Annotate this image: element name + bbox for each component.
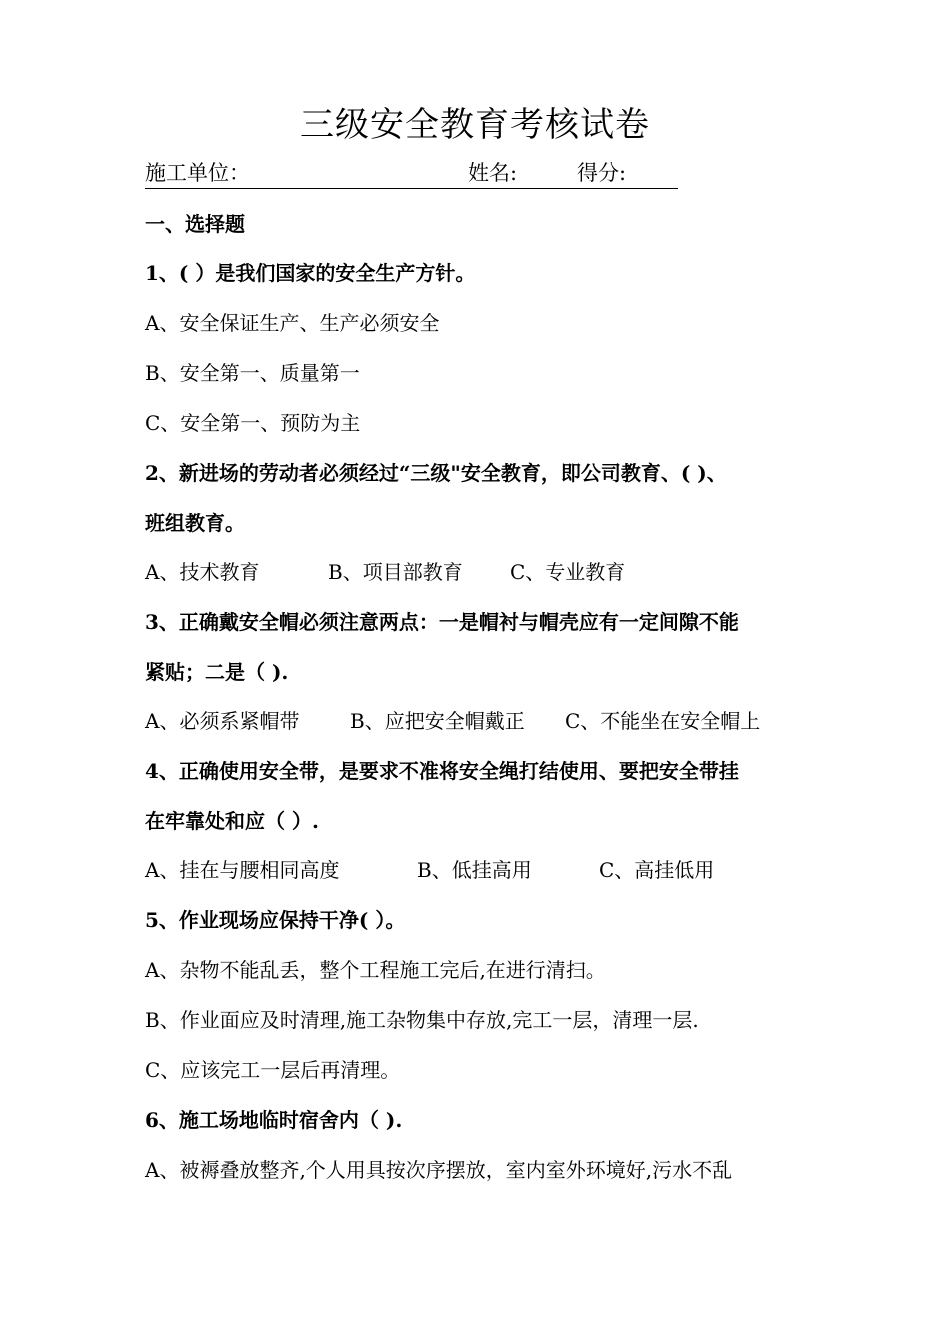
question-3-option-b: B、应把安全帽戴正 [350, 709, 525, 733]
question-1-option-b: B、安全第一、质量第一 [145, 361, 360, 385]
question-5-option-c: C、应该完工一层后再清理。 [145, 1058, 401, 1082]
question-3-line-2: 紧贴；二是（ ). [145, 660, 289, 684]
question-3-option-a: A、必须系紧帽带 [145, 709, 300, 733]
question-2-option-c: C、专业教育 [510, 560, 626, 584]
score-label: 得分: [577, 161, 627, 185]
question-4-options [145, 855, 805, 885]
page-title: 三级安全教育考核试卷 [300, 105, 650, 145]
question-2-line-2: 班组教育。 [145, 511, 245, 535]
question-5-line-1: 5、作业现场应保持干净( ）。 [145, 908, 406, 932]
question-2-option-b: B、项目部教育 [328, 560, 463, 584]
question-1-line-1: 1、( ）是我们国家的安全生产方针。 [145, 261, 476, 285]
question-4-option-b: B、低挂高用 [417, 858, 532, 882]
question-3-option-c: C、不能坐在安全帽上 [565, 709, 761, 733]
unit-label: 施工单位： [145, 161, 250, 185]
question-1-option-c: C、安全第一、预防为主 [145, 411, 361, 435]
question-1-option-a: A、安全保证生产、生产必须安全 [145, 311, 440, 335]
question-2-option-a: A、技术教育 [145, 560, 260, 584]
header-fields [145, 158, 678, 189]
question-4-option-c: C、高挂低用 [599, 858, 715, 882]
question-4-option-a: A、挂在与腰相同高度 [145, 858, 340, 882]
question-5-option-a: A、杂物不能乱丢，整个工程施工完后,在进行清扫。 [145, 958, 606, 982]
question-3-options [145, 706, 805, 736]
question-4-line-1: 4、正确使用安全带，是要求不准将安全绳打结使用、要把安全带挂 [145, 759, 739, 783]
question-3-line-1: 3、正确戴安全帽必须注意两点：一是帽衬与帽壳应有一定间隙不能 [145, 610, 739, 634]
question-4-line-2: 在牢靠处和应（ ）. [145, 809, 319, 833]
section-heading: 一、选择题 [145, 212, 245, 236]
question-6-line-1: 6、施工场地临时宿舍内（ ). [145, 1108, 403, 1132]
question-5-option-b: B、作业面应及时清理,施工杂物集中存放,完工一层，清理一层. [145, 1008, 699, 1032]
question-2-options [145, 557, 805, 587]
question-6-option-a: A、被褥叠放整齐,个人用具按次序摆放，室内室外环境好,污水不乱 [145, 1158, 733, 1182]
question-2-line-1: 2、新进场的劳动者必须经过“三级"安全教育，即公司教育、( )、 [145, 461, 727, 485]
name-label: 姓名: [468, 161, 518, 185]
